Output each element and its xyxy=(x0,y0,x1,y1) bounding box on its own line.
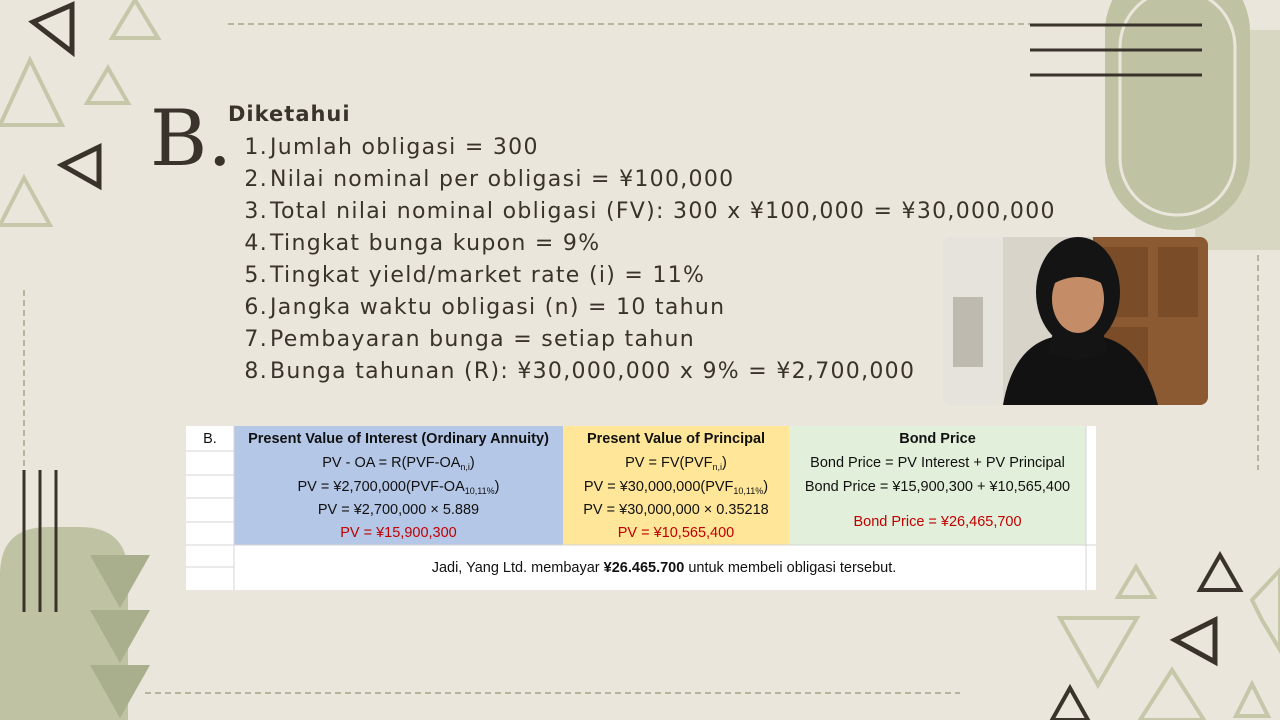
item-number: 7. xyxy=(244,327,268,352)
item-number: 6. xyxy=(244,295,268,320)
item-number: 1. xyxy=(244,135,268,160)
bond-price-result: Bond Price = ¥26,465,700 xyxy=(853,514,1022,530)
pv-interest-result: PV = ¥15,900,300 xyxy=(340,525,457,541)
item-text: Jumlah obligasi = 300 xyxy=(270,135,539,160)
list-item xyxy=(240,166,1056,198)
slide-heading: Diketahui xyxy=(228,102,351,126)
list-item xyxy=(240,294,1056,326)
item-text: Pembayaran bunga = setiap tahun xyxy=(270,327,695,352)
pv-principal-result: PV = ¥10,565,400 xyxy=(617,525,735,541)
formula-text: PV - OA = R(PVF-OA xyxy=(322,455,461,471)
table-label: B. xyxy=(203,431,217,447)
bond-price-header: Bond Price xyxy=(899,431,976,447)
conclusion-text xyxy=(234,560,1094,576)
list-item xyxy=(240,358,1056,390)
item-text: Bunga tahunan (R): ¥30,000,000 x 9% = ¥2,700,000 xyxy=(270,359,916,384)
pv-interest-header: Present Value of Interest (Ordinary Annuity) xyxy=(248,431,549,447)
formula-end: ) xyxy=(722,455,727,471)
formula-subscript: 10,11% xyxy=(464,486,495,496)
pv-principal-formula xyxy=(563,455,789,472)
item-text: Tingkat yield/market rate (i) = 11% xyxy=(270,263,706,288)
pv-principal-calculation: PV = ¥30,000,000 × 0.35218 xyxy=(583,502,769,518)
list-item xyxy=(240,198,1056,230)
presenter-video-icon xyxy=(943,237,1208,405)
formula-end: ) xyxy=(763,479,769,495)
formula-end: ) xyxy=(469,455,475,471)
item-text: Tingkat bunga kupon = 9% xyxy=(270,231,601,256)
presenter-video xyxy=(943,237,1208,405)
formula-text: PV = FV(PVF xyxy=(625,455,713,471)
pv-principal-header: Present Value of Principal xyxy=(586,431,766,447)
bond-price-formula: Bond Price = PV Interest + PV Principal xyxy=(810,455,1065,471)
conclusion-amount: ¥26.465.700 xyxy=(603,560,685,576)
pv-principal-substitution xyxy=(563,479,789,496)
pv-interest-calculation: PV = ¥2,700,000 × 5.889 xyxy=(317,502,480,518)
item-number: 4. xyxy=(244,231,268,256)
item-number: 8. xyxy=(244,359,268,384)
formula-text: PV = ¥2,700,000(PVF-OA xyxy=(297,479,465,495)
list-item xyxy=(240,230,1056,262)
bond-price-substitution: Bond Price = ¥15,900,300 + ¥10,565,400 xyxy=(804,479,1071,495)
item-number: 5. xyxy=(244,263,268,288)
section-letter: B. xyxy=(150,94,233,184)
list-item xyxy=(240,134,1056,166)
item-number: 3. xyxy=(244,199,268,224)
known-values-list xyxy=(240,134,1056,390)
formula-subscript: n,i xyxy=(712,462,723,472)
pv-interest-formula xyxy=(234,455,563,472)
formula-subscript: n,i xyxy=(460,462,470,472)
item-text: Total nilai nominal obligasi (FV): 300 x ¥100,000 = ¥30,000,000 xyxy=(270,199,1056,224)
formula-end: ) xyxy=(494,479,500,495)
formula-text: PV = ¥30,000,000(PVF xyxy=(583,479,734,495)
item-text: Nilai nominal per obligasi = ¥100,000 xyxy=(270,167,735,192)
conclusion-after: untuk membeli obligasi tersebut. xyxy=(684,560,897,576)
list-item xyxy=(240,262,1056,294)
item-number: 2. xyxy=(244,167,268,192)
conclusion-before: Jadi, Yang Ltd. membayar xyxy=(431,560,604,576)
bond-price-table xyxy=(186,426,1096,590)
formula-subscript: 10,11% xyxy=(733,486,764,496)
pv-interest-substitution xyxy=(234,479,563,496)
item-text: Jangka waktu obligasi (n) = 10 tahun xyxy=(270,295,726,320)
list-item xyxy=(240,326,1056,358)
